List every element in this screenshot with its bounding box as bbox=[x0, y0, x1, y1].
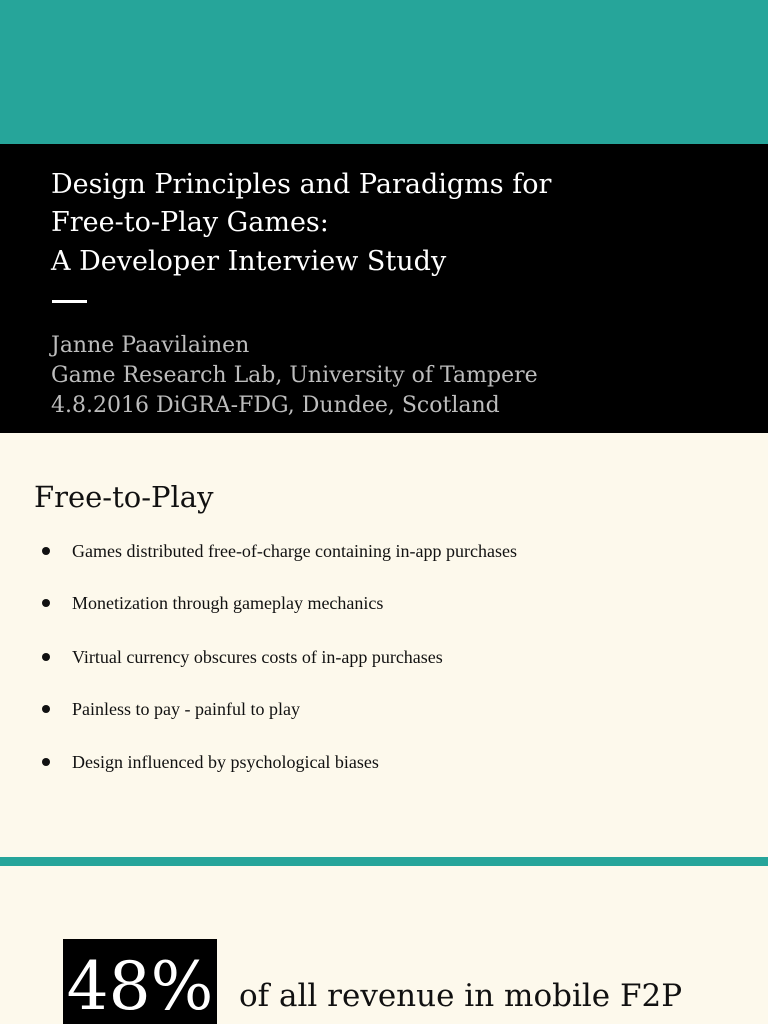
bullet-dot-icon bbox=[42, 705, 50, 713]
author-name: Janne Paavilainen bbox=[51, 333, 250, 358]
bullet-text: Games distributed free-of-charge containing in-app purchases bbox=[72, 541, 517, 561]
bullet-item bbox=[0, 538, 768, 564]
slide-title-line-3: A Developer Interview Study bbox=[51, 246, 447, 277]
free-to-play-slide bbox=[0, 433, 768, 857]
bullet-dot-icon bbox=[42, 547, 50, 555]
teal-divider-band bbox=[0, 857, 768, 866]
bullet-text: Design influenced by psychological biases bbox=[72, 752, 379, 772]
title-divider-dash bbox=[52, 300, 87, 303]
slide-title-line-2: Free-to-Play Games: bbox=[51, 207, 329, 238]
bullet-item bbox=[0, 696, 768, 722]
bullet-text: Monetization through gameplay mechanics bbox=[72, 593, 384, 613]
teal-header-band bbox=[0, 0, 768, 144]
bullet-dot-icon bbox=[42, 758, 50, 766]
title-slide bbox=[0, 144, 768, 433]
bullet-dot-icon bbox=[42, 599, 50, 607]
slide-title-line-1: Design Principles and Paradigms for bbox=[51, 169, 552, 200]
stat-highlight-box bbox=[63, 939, 217, 1024]
stat-description: of all revenue in mobile F2P bbox=[239, 978, 683, 1014]
bullet-text: Virtual currency obscures costs of in-app purchases bbox=[72, 647, 443, 667]
bullet-item bbox=[0, 749, 768, 775]
statistic-slide bbox=[0, 866, 768, 1024]
bullet-item bbox=[0, 590, 768, 616]
author-affiliation: Game Research Lab, University of Tampere bbox=[51, 363, 538, 388]
slide-heading: Free-to-Play bbox=[34, 480, 214, 514]
bullet-dot-icon bbox=[42, 653, 50, 661]
event-info: 4.8.2016 DiGRA-FDG, Dundee, Scotland bbox=[51, 393, 500, 418]
bullet-item bbox=[0, 644, 768, 670]
bullet-text: Painless to pay - painful to play bbox=[72, 699, 300, 719]
stat-value: 48% bbox=[66, 948, 214, 1024]
